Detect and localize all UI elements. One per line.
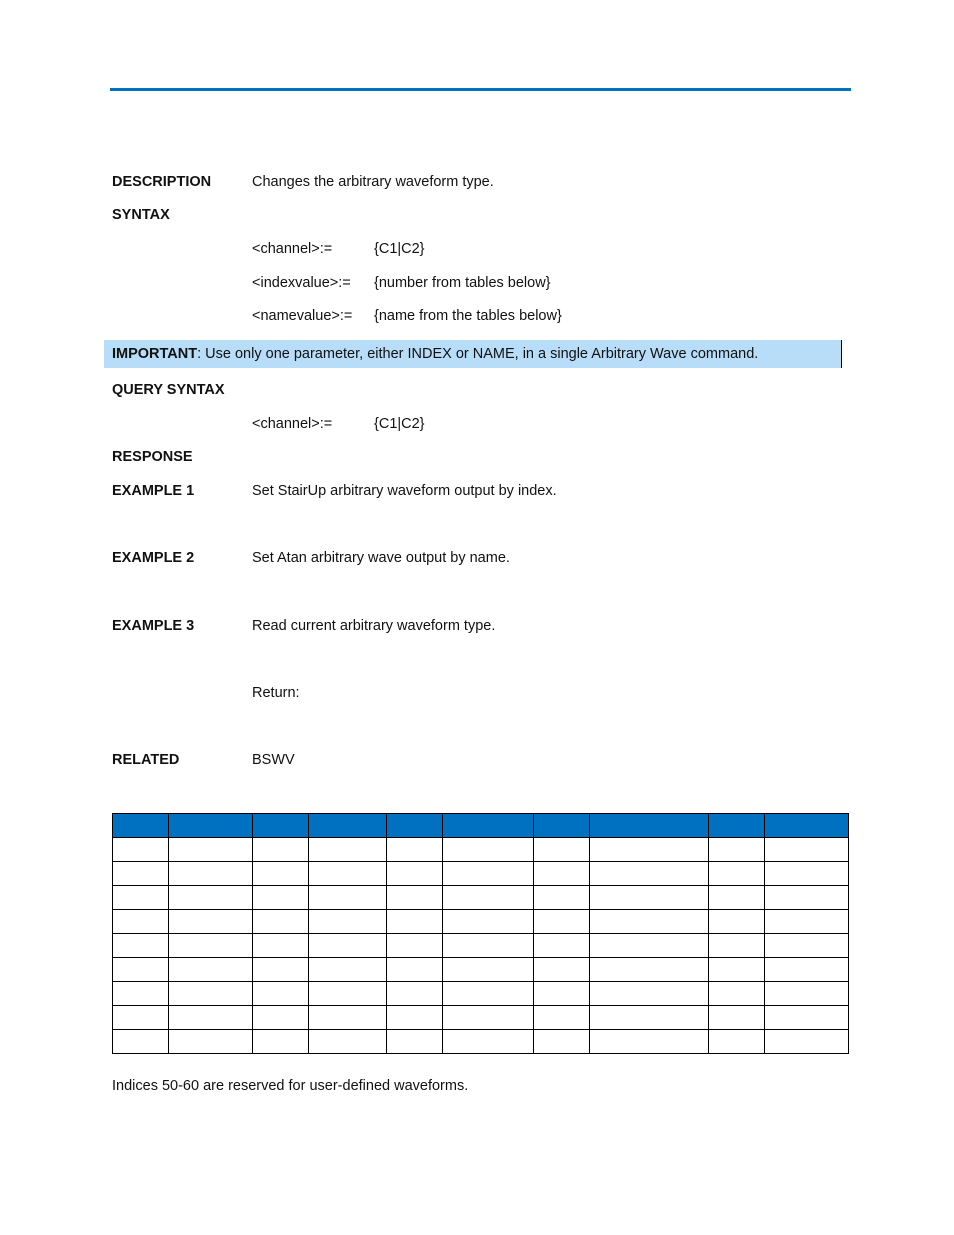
table-header-cell — [590, 814, 709, 838]
table-cell — [253, 1030, 309, 1054]
table-cell — [443, 862, 534, 886]
table-cell — [309, 886, 387, 910]
table-cell — [113, 958, 169, 982]
table-cell — [534, 1030, 590, 1054]
table-cell — [309, 1006, 387, 1030]
table-cell — [387, 934, 443, 958]
table-cell — [387, 1006, 443, 1030]
table-body — [113, 838, 849, 1054]
table-cell — [387, 1030, 443, 1054]
table-cell — [534, 982, 590, 1006]
table-row — [113, 958, 849, 982]
related-link[interactable]: BSWV — [252, 752, 295, 768]
table-row — [113, 1006, 849, 1030]
table-cell — [765, 934, 849, 958]
syntax-param-value: {name from the tables below} — [374, 308, 562, 324]
table-cell — [113, 886, 169, 910]
table-cell — [169, 862, 253, 886]
table-header-cell — [709, 814, 765, 838]
table-cell — [113, 838, 169, 862]
example2-label: EXAMPLE 2 — [112, 550, 195, 566]
table-cell — [765, 958, 849, 982]
table-cell — [709, 886, 765, 910]
table-cell — [387, 982, 443, 1006]
example3-text: Read current arbitrary waveform type. — [252, 618, 496, 634]
example2-text: Set Atan arbitrary wave output by name. — [252, 550, 510, 566]
table-row — [113, 910, 849, 934]
table-cell — [590, 838, 709, 862]
table-cell — [169, 934, 253, 958]
table-cell — [709, 910, 765, 934]
syntax-label: SYNTAX — [112, 207, 170, 223]
table-cell — [113, 910, 169, 934]
table-cell — [709, 982, 765, 1006]
table-row — [113, 838, 849, 862]
important-note-box — [104, 340, 842, 368]
table-cell — [590, 958, 709, 982]
table-cell — [113, 982, 169, 1006]
table-cell — [590, 886, 709, 910]
description-label: DESCRIPTION — [112, 174, 212, 190]
table-cell — [534, 910, 590, 934]
table-cell — [309, 838, 387, 862]
table-header-cell — [169, 814, 253, 838]
table-cell — [765, 910, 849, 934]
syntax-param-value: {number from tables below} — [374, 275, 551, 291]
table-cell — [443, 934, 534, 958]
table-cell — [443, 982, 534, 1006]
table-cell — [253, 838, 309, 862]
table-cell — [113, 862, 169, 886]
example3-label: EXAMPLE 3 — [112, 618, 195, 634]
table-cell — [590, 934, 709, 958]
table-cell — [169, 958, 253, 982]
table-cell — [590, 1030, 709, 1054]
related-label: RELATED — [112, 752, 180, 768]
table-header-cell — [534, 814, 590, 838]
table-cell — [590, 982, 709, 1006]
table-cell — [765, 838, 849, 862]
table-row — [113, 886, 849, 910]
query-param-name: <channel>:= — [252, 416, 333, 432]
syntax-param-name: <namevalue>:= — [252, 308, 353, 324]
example3-return-label: Return: — [252, 685, 300, 701]
table-cell — [590, 862, 709, 886]
table-cell — [387, 958, 443, 982]
table-cell — [534, 958, 590, 982]
table-cell — [253, 886, 309, 910]
table-cell — [709, 958, 765, 982]
table-cell — [765, 1006, 849, 1030]
table-cell — [534, 1006, 590, 1030]
table-cell — [765, 886, 849, 910]
table-cell — [309, 862, 387, 886]
description-text: Changes the arbitrary waveform type. — [252, 174, 494, 190]
table-header-cell — [253, 814, 309, 838]
table-cell — [387, 886, 443, 910]
table-row — [113, 934, 849, 958]
table-cell — [443, 1006, 534, 1030]
important-label: IMPORTANT — [112, 346, 198, 362]
table-cell — [534, 862, 590, 886]
table-cell — [169, 886, 253, 910]
table-cell — [253, 934, 309, 958]
table-cell — [309, 982, 387, 1006]
table-cell — [443, 838, 534, 862]
table-header-cell — [765, 814, 849, 838]
table-cell — [443, 1030, 534, 1054]
table-cell — [253, 910, 309, 934]
header-rule — [110, 88, 851, 91]
table-cell — [309, 910, 387, 934]
query-param-value: {C1|C2} — [374, 416, 425, 432]
table-cell — [387, 910, 443, 934]
table-cell — [169, 910, 253, 934]
table-cell — [309, 1030, 387, 1054]
table-cell — [113, 1006, 169, 1030]
table-cell — [765, 982, 849, 1006]
table-cell — [590, 910, 709, 934]
table-row — [113, 1030, 849, 1054]
response-label: RESPONSE — [112, 449, 193, 465]
example1-text: Set StairUp arbitrary waveform output by index. — [252, 483, 557, 499]
table-cell — [443, 886, 534, 910]
table-cell — [590, 1006, 709, 1030]
table-row — [113, 982, 849, 1006]
table-cell — [709, 1006, 765, 1030]
table-cell — [709, 862, 765, 886]
important-text: : Use only one parameter, either INDEX or NAME, in a single Arbitrary Wave command. — [197, 346, 759, 362]
table-cell — [113, 934, 169, 958]
example1-label: EXAMPLE 1 — [112, 483, 195, 499]
table-cell — [534, 886, 590, 910]
table-cell — [253, 982, 309, 1006]
table-header-cell — [387, 814, 443, 838]
table-cell — [534, 934, 590, 958]
table-cell — [253, 958, 309, 982]
query-syntax-label: QUERY SYNTAX — [112, 382, 225, 398]
table-cell — [169, 982, 253, 1006]
syntax-param-name: <indexvalue>:= — [252, 275, 351, 291]
table-cell — [387, 838, 443, 862]
table-cell — [253, 1006, 309, 1030]
table-header-cell — [309, 814, 387, 838]
table-cell — [534, 838, 590, 862]
table-cell — [253, 862, 309, 886]
table-cell — [309, 958, 387, 982]
table-cell — [169, 1006, 253, 1030]
table-cell — [169, 1030, 253, 1054]
table-header-cell — [443, 814, 534, 838]
table-cell — [169, 838, 253, 862]
footnote: Indices 50-60 are reserved for user-defined waveforms. — [112, 1078, 469, 1094]
table-cell — [309, 934, 387, 958]
table-cell — [113, 1030, 169, 1054]
syntax-param-name: <channel>:= — [252, 241, 333, 257]
table-cell — [443, 958, 534, 982]
waveform-index-table — [112, 813, 849, 1054]
table-cell — [387, 862, 443, 886]
table-cell — [765, 862, 849, 886]
table-row — [113, 862, 849, 886]
table-cell — [709, 1030, 765, 1054]
table-cell — [709, 934, 765, 958]
table-cell — [709, 838, 765, 862]
table-cell — [443, 910, 534, 934]
table-header-cell — [113, 814, 169, 838]
table-header-row — [113, 814, 849, 838]
table-cell — [765, 1030, 849, 1054]
syntax-param-value: {C1|C2} — [374, 241, 425, 257]
important-note — [112, 344, 758, 364]
